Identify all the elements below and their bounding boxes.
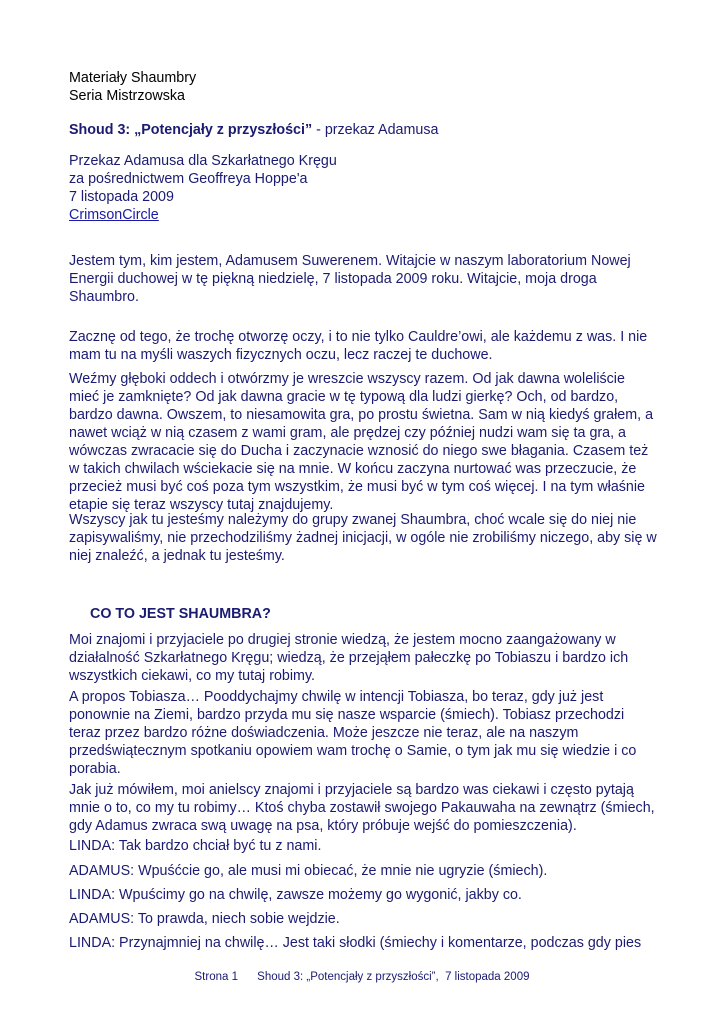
header-series-subtitle: Seria Mistrzowska bbox=[69, 88, 185, 104]
paragraph-friends: Moi znajomi i przyjaciele po drugiej stronie wiedzą, że jestem mocno zaangażowany w działalność Szkarłatnego Kręgu; wiedzą, że przejąłem pałeczkę po Tobiaszu i bardzo ich wszystkich ciekawi, co my tutaj robimy. bbox=[69, 632, 629, 684]
header-series-name: Materiały Shaumbry bbox=[69, 70, 197, 86]
page-footer bbox=[0, 971, 724, 983]
document-title bbox=[69, 121, 659, 139]
section-heading: CO TO JEST SHAUMBRA? bbox=[90, 606, 271, 622]
title-rest: - przekaz Adamusa bbox=[312, 122, 439, 138]
source-line-2: za pośrednictwem Geoffreya Hoppe'a bbox=[69, 171, 308, 187]
paragraph-angels: Jak już mówiłem, moi anielscy znajomi i przyjaciele są bardzo was ciekawi i często pytają mnie o to, co my tu robimy… Ktoś chyba zostawił swojego Pakauwaha na zewnątrz (śmiech, gdy Adamus zwraca swą uwagę na psa, który próbuje wejść do pomieszczenia). bbox=[69, 782, 655, 834]
document-header bbox=[69, 69, 659, 105]
source-block bbox=[69, 152, 659, 224]
dialogue-line-4: ADAMUS: To prawda, niech sobie wejdzie. bbox=[69, 911, 340, 927]
paragraph-tobiasz: A propos Tobiasza… Pooddychajmy chwilę w intencji Tobiasza, bo teraz, gdy już jest ponownie na Ziemi, bardzo przyda mu się nasze wsparcie (śmiech). Tobiasz przechodzi teraz przez bardzo różne doświadczenia. Może jeszcze nie teraz, ale na naszym przedświątecznym spotkaniu opowiem wam trochę o Samie, o tym jak mu się wiedzie i co porabia. bbox=[69, 689, 637, 777]
crimsoncircle-link[interactable]: CrimsonCircle bbox=[69, 207, 159, 223]
source-line-1: Przekaz Adamusa dla Szkarłatnego Kręgu bbox=[69, 153, 337, 169]
dialogue-line-1: LINDA: Tak bardzo chciał być tu z nami. bbox=[69, 838, 322, 854]
title-bold: Shoud 3: „Potencjały z przyszłości” bbox=[69, 122, 313, 138]
paragraph-eyes: Zacznę od tego, że trochę otworzę oczy, i to nie tylko Cauldre’owi, ale każdemu z was. I nie mam tu na myśli waszych fizycznych oczu, lecz raczej te duchowe. bbox=[69, 329, 648, 363]
paragraph-breath: Weźmy głęboki oddech i otwórzmy je wreszcie wszyscy razem. Od jak dawna woleliście mieć je zamknięte? Od jak dawna gracie w tę typową dla ludzi gierkę? Och, od bardzo, bardzo dawna. Owszem, to niesamowita gra, po prostu świetna. Sam w nią kiedyś grałem, a nawet wciąż w nią czasem z wami gram, ale prędzej czy później nudzi wam się ta gra, a wówczas zwracacie się do Ducha i zaczynacie wznosić do niego swe błagania. Czasem też w takich chwilach wściekacie się na mnie. W końcu zaczyna nurtować was przeczucie, że przecież musi być coś poza tym wszystkim, że musi być w tym coś więcej. I na tym właśnie etapie się teraz wszyscy tutaj znajdujemy. bbox=[69, 371, 654, 513]
footer-title: Shoud 3: „Potencjały z przyszłości”, 7 listopada 2009 bbox=[257, 971, 530, 983]
dialogue-line-5: LINDA: Przynajmniej na chwilę… Jest taki słodki (śmiechy i komentarze, podczas gdy pies bbox=[69, 935, 642, 951]
footer-page-number: Strona 1 bbox=[194, 971, 238, 983]
dialogue-line-2: ADAMUS: Wpuśćcie go, ale musi mi obiecać, że mnie nie ugryzie (śmiech). bbox=[69, 863, 548, 879]
source-date: 7 listopada 2009 bbox=[69, 189, 174, 205]
paragraph-shaumbra-group: Wszyscy jak tu jesteśmy należymy do grupy zwanej Shaumbra, choć wcale się do niej nie zapisywaliśmy, nie przechodziliśmy żadnej inicjacji, w ogóle nie zrobiliśmy niczego, aby się w niej znaleźć, a jednak tu jesteśmy. bbox=[69, 512, 657, 564]
paragraph-intro: Jestem tym, kim jestem, Adamusem Suwerenem. Witajcie w naszym laboratorium Nowej Energii duchowej w tę piękną niedzielę, 7 listopada 2009 roku. Witajcie, moja droga Shaumbro. bbox=[69, 253, 631, 305]
dialogue-line-3: LINDA: Wpuścimy go na chwilę, zawsze możemy go wygonić, jakby co. bbox=[69, 887, 522, 903]
